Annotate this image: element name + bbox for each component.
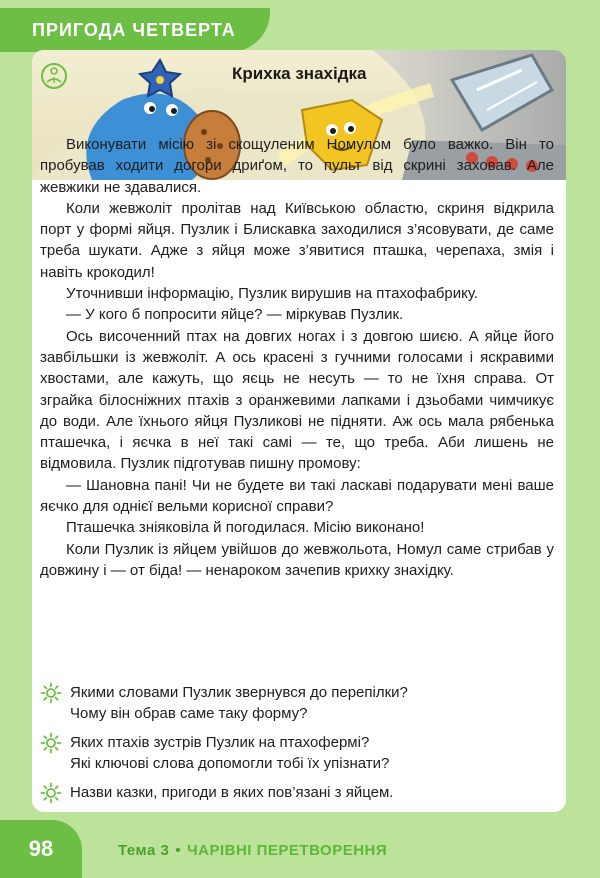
question-item (40, 732, 550, 774)
question-line: Чому він обрав саме таку форму? (70, 705, 308, 722)
story-title: Крихка знахідка (232, 64, 367, 83)
sun-icon (40, 732, 62, 754)
question-line: Назви казки, пригоди в яких пов’язані з яйцем. (70, 784, 394, 801)
paragraph: Уточнивши інформацію, Пузлик вирушив на птахофабрику. (66, 285, 479, 303)
question-line: Яких птахів зустрів Пузлик на птахофермі? (70, 734, 370, 751)
questions-list (40, 682, 550, 811)
paragraph: Коли жевжоліт пролітав над Київською областю, скриня відкрила порт у формі яйця. Пузлик і Блискавка заходилися з’ясовувати, де саме треба шукати. Адже з яйця може з’явитися пташка, черепаха, змія і навіть крокодил! (40, 199, 554, 281)
chapter-title: ПРИГОДА ЧЕТВЕРТА (32, 20, 236, 40)
question-line: Якими словами Пузлик звернувся до перепілки? (70, 684, 408, 701)
paragraph: Коли Пузлик із яйцем увійшов до жевжольота, Номул саме стрибав у довжину і — от біда! — ненароком зачепив крихку знахідку. (40, 540, 554, 579)
theme-label (118, 842, 387, 859)
theme-number: Тема 3 (118, 842, 170, 859)
question-item (40, 782, 550, 803)
paragraph: — У кого б попросити яйце? — міркував Пузлик. (66, 306, 404, 324)
reading-icon (40, 62, 68, 90)
theme-separator: • (175, 842, 182, 859)
sun-icon (40, 682, 62, 704)
question-item (40, 682, 550, 724)
story-text (40, 134, 554, 581)
paragraph: — Шановна пані! Чи не будете ви такі ласкаві подарувати мені ваше яєчко для однієї вельми корисної справи? (40, 476, 554, 516)
page-number: 98 (0, 820, 82, 878)
theme-title: ЧАРІВНІ ПЕРЕТВОРЕННЯ (187, 842, 388, 859)
paragraph: Виконувати місію зі скощуленим Номулом було важко. Він то пробував ходити догори дриґом, то пульт від скрині заховав. Але жевжики не здавалися. (40, 136, 554, 196)
sun-icon (40, 782, 62, 804)
paragraph: Ось височенний птах на довгих ногах і з довгою шиєю. А яйце його завбільшки із жевжоліт. А ось красені з гучними голосами і яскравими хвостами, але кажуть, що яєць не несуть — то не їхня справа. От зграйка білосніжних птахів з оранжевими лапками і дзьобами чимчикує до води. Але їхнього яйця Пузликові не підняти. Аж ось мала рябенька пташечка, і яєчка в неї такі самі — те, що треба. Аби лишень не відмовила. Пузлик підготував пишну промову: (40, 327, 554, 473)
paragraph: Пташечка зніяковіла й погодилася. Місію виконано! (66, 519, 425, 537)
question-line: Які ключові слова допомогли тобі їх упізнати? (70, 755, 390, 772)
